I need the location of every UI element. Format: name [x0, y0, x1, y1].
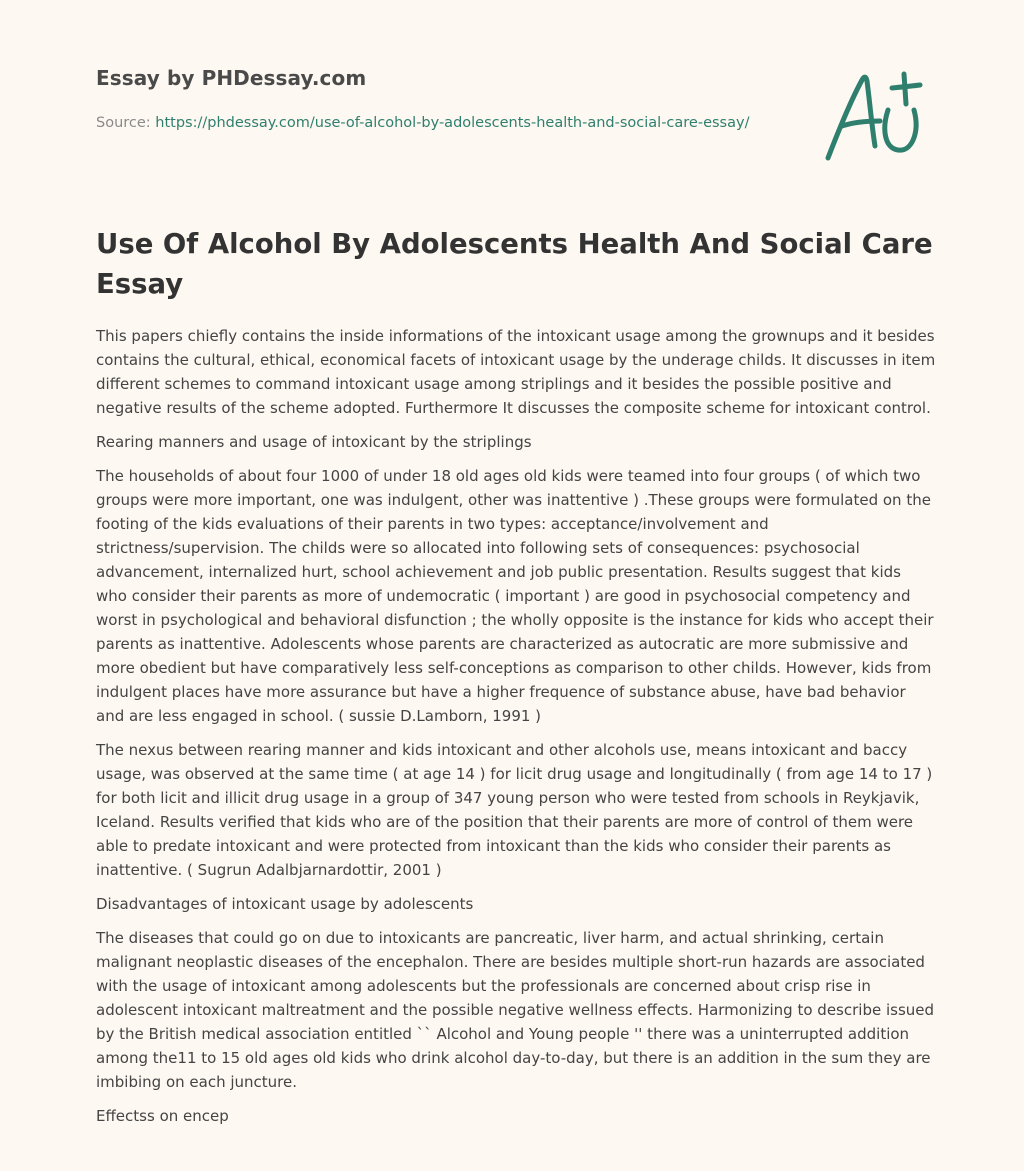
essay-paragraph-households: The households of about four 1000 of under 18 old ages old kids were teamed into four groups ( of which two groups were more important, one was indulgent, other was inattentive ) .These groups were formulated on the footing of the kids evaluations of their parents in two types: acceptance/involvement and strictness/supervision. The childs were so allocated into following sets of consequences: psychosocial advancement, internalized hurt, school achievement and job public presentation. Results suggest that kids who consider their parents as more of undemocratic ( important ) are good in psychosocial competency and worst in psychological and behavioral disfunction ; the wholly opposite is the instance for kids who accept their parents as inattentive. Adolescents whose parents are characterized as autocratic are more submissive and more obedient but have comparatively less self-conceptions as comparison to other childs. However, kids from indulgent places have more assurance but have a higher frequence of substance abuse, have bad behavior and are less engaged in school. ( sussie D.Lamborn, 1991 ) — [96, 467, 934, 725]
essay-title: Use Of Alcohol By Adolescents Health And Social Care Essay — [96, 228, 933, 300]
a-plus-grade-icon — [822, 66, 926, 166]
essay-paragraph-diseases: The diseases that could go on due to intoxicants are pancreatic, liver harm, and actual shrinking, certain malignant neoplastic diseases of the encephalon. There are besides multiple short-run hazards are associated with the usage of intoxicant among adolescents but the professionals are concerned about crisp rise in adolescent intoxicant maltreatment and the possible negative wellness effects. Harmonizing to describe issued by the British medical association entitled `` Alcohol and Young people '' there was a uninterrupted addition among the11 to 15 old ages old kids who drink alcohol day-to-day, but there is an addition in the sum they are imbibing on each juncture. — [96, 929, 935, 1091]
essay-subheading-disadvantages: Disadvantages of intoxicant usage by adolescents — [96, 895, 474, 913]
essay-paragraph-intro: This papers chiefly contains the inside informations of the intoxicant usage among the grownups and it besides contains the cultural, ethical, economical facets of intoxicant usage by the underage childs. It discusses in item different schemes to command intoxicant usage among striplings and it besides the possible positive and negative results of the scheme adopted. Furthermore It discusses the composite scheme for intoxicant control. — [96, 327, 936, 417]
essay-body — [96, 324, 936, 1138]
source-link[interactable]: https://phdessay.com/use-of-alcohol-by-adolescents-health-and-social-care-essay/ — [155, 115, 750, 131]
source-label: Source: — [96, 115, 156, 131]
site-brand: Essay by PHDessay.com — [96, 66, 367, 90]
essay-subheading-rearing: Rearing manners and usage of intoxicant by the striplings — [96, 433, 532, 451]
essay-subheading-effects: Effectss on encep — [96, 1107, 229, 1125]
essay-paragraph-nexus: The nexus between rearing manner and kids intoxicant and other alcohols use, means intoxicant and baccy usage, was observed at the same time ( at age 14 ) for licit drug usage and longitudinally ( from age 14 to 17 ) for both licit and illicit drug usage in a group of 347 young person who were tested from schools in Reykjavik, Iceland. Results verified that kids who are of the position that their parents are more of control of them were able to predate intoxicant and were protected from intoxicant than the kids who consider their parents as inattentive. ( Sugrun Adalbjarnardottir, 2001 ) — [96, 741, 933, 879]
source-line — [96, 112, 756, 134]
